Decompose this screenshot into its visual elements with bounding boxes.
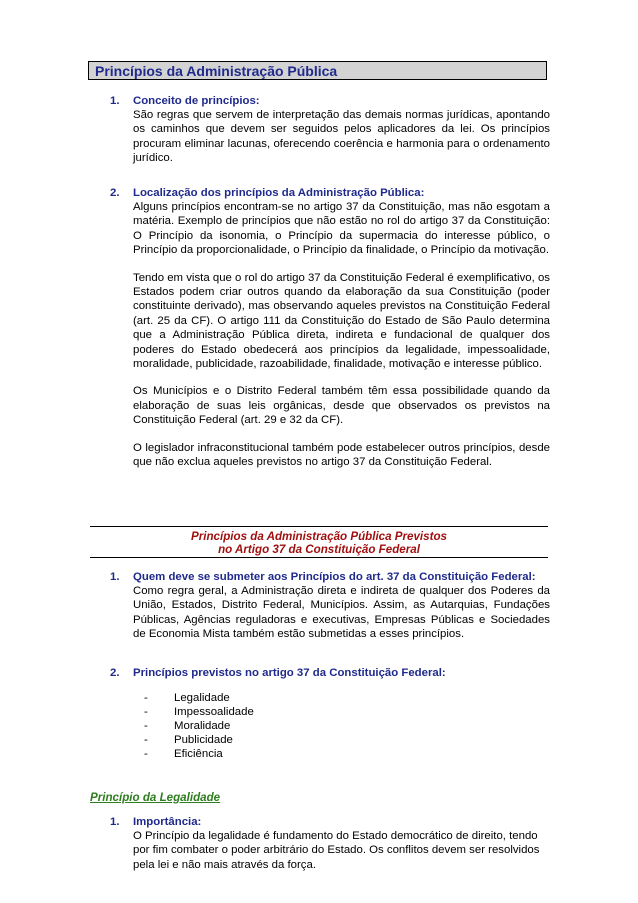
section-subtitle <box>90 530 548 556</box>
list-dash: - <box>144 748 148 760</box>
paragraph: Como regra geral, a Administração direta e indireta de qualquer dos Poderes da União, Estados, Distrito Federal, Municípios. Assim, as Autarquias, Fundações Públicas, Agências reguladoras e executivas, Empresas Públicas e Sociedades de Economia Mista também estão submetidas a esses princípios. <box>133 585 550 641</box>
subtitle-line-1: Princípios da Administração Pública Previstos <box>190 530 447 543</box>
item-heading-text: Localização dos princípios da Administração Pública: <box>133 187 425 199</box>
list-item <box>144 691 254 705</box>
divider-bottom <box>90 557 548 558</box>
section-item-location <box>110 186 550 470</box>
item-heading <box>110 186 550 200</box>
subtitle-line-2: no Artigo 37 da Constituição Federal <box>218 543 420 556</box>
section-item-concept <box>110 94 550 166</box>
paragraph: Tendo em vista que o rol do artigo 37 da Constituição Federal é exemplificativo, os Estados podem criar outros quando da elaboração da sua Constituição (poder constituinte derivado), mas observando aqueles previstos na Constituição Federal (art. 25 da CF). O artigo 111 da Constituição do Estado de São Paulo determina que a Administração Pública direta, indireta e fundacional de qualquer dos poderes do Estado obedecerá aos princípios da legalidade, impessoalidade, moralidade, publicidade, razoabilidade, finalidade, motivação e interesse público. <box>133 271 550 371</box>
item-heading <box>110 666 550 680</box>
principles-list <box>144 691 254 761</box>
item-number: 2. <box>110 187 120 199</box>
list-item-text: Eficiência <box>174 748 223 760</box>
paragraph: Os Municípios e o Distrito Federal também têm essa possibilidade quando da elaboração de suas leis orgânicas, desde que observados os previstos na Constituição Federal (art. 29 e 32 da CF). <box>133 385 550 427</box>
item-number: 1. <box>110 95 120 107</box>
list-item-text: Moralidade <box>174 720 231 732</box>
item-heading-text: Conceito de princípios: <box>133 95 260 107</box>
page-title: Princípios da Administração Pública <box>95 63 338 79</box>
list-item-text: Impessoalidade <box>174 706 254 718</box>
item-heading <box>110 570 550 584</box>
paragraph: São regras que servem de interpretação das demais normas jurídicas, apontando os caminhos que devem ser seguidos pelos aplicadores da lei. Os princípios procuram eliminar lacunas, oferecendo coerência e harmonia para o ordenamento jurídico. <box>133 109 550 165</box>
item-heading-text: Quem deve se submeter aos Princípios do art. 37 da Constituição Federal: <box>133 571 536 583</box>
item-number: 1. <box>110 571 120 583</box>
list-item <box>144 719 254 733</box>
item-number: 2. <box>110 667 120 679</box>
item-heading-text: Princípios previstos no artigo 37 da Constituição Federal: <box>133 667 446 679</box>
legality-heading: Princípio da Legalidade <box>90 791 221 804</box>
divider-top <box>90 526 548 527</box>
title-bar <box>88 61 547 80</box>
list-dash: - <box>144 706 148 718</box>
section-item-who-submits <box>110 570 550 642</box>
list-item <box>144 733 254 747</box>
list-item-text: Publicidade <box>174 734 233 746</box>
list-dash: - <box>144 734 148 746</box>
list-dash: - <box>144 692 148 704</box>
paragraph: O legislador infraconstitucional também pode estabelecer outros princípios, desde que não exclua aqueles previstos no artigo 37 da Constituição Federal. <box>133 441 550 469</box>
item-heading <box>110 815 550 829</box>
section-item-principles <box>110 666 550 680</box>
list-item <box>144 747 254 761</box>
list-item <box>144 705 254 719</box>
item-heading-text: Importância: <box>133 816 202 828</box>
section-item-importance <box>110 815 550 872</box>
list-dash: - <box>144 720 148 732</box>
paragraph: O Princípio da legalidade é fundamento do Estado democrático de direito, tendo por fim combater o poder arbitrário do Estado. Os conflitos devem ser resolvidos pela lei e não mais através da força. <box>133 830 540 871</box>
item-heading <box>110 94 550 108</box>
paragraph: Alguns princípios encontram-se no artigo 37 da Constituição, mas não esgotam a matéria. Exemplo de princípios que não estão no rol do artigo 37 da Constituição: O Princípio da isonomia, o Princípio da supermacia do interesse público, o Princípio da proporcionalidade, o Princípio da finalidade, o Princípio da motivação. <box>133 201 550 257</box>
item-number: 1. <box>110 816 120 828</box>
list-item-text: Legalidade <box>174 692 230 704</box>
